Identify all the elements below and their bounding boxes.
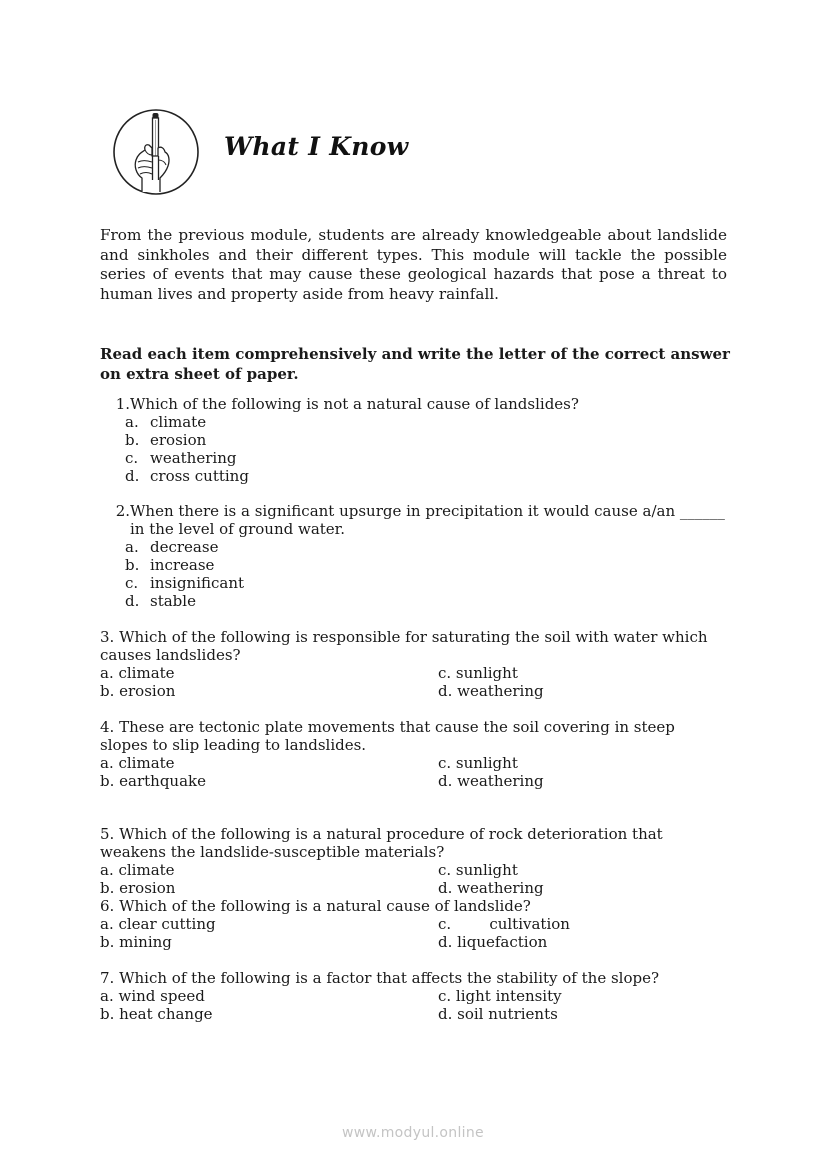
- section-title: What I Know: [224, 131, 409, 161]
- question-number: 1.: [115, 395, 130, 413]
- options-grid: [100, 987, 740, 1023]
- option-c[interactable]: c. weathering: [125, 449, 237, 467]
- watermark: www.modyul.online: [342, 1125, 484, 1141]
- option-d[interactable]: d. liquefaction: [438, 933, 548, 951]
- question-text: 7. Which of the following is a factor that affects the stability of the slope?: [100, 969, 660, 987]
- option-d[interactable]: d. cross cutting: [125, 467, 249, 485]
- option-c[interactable]: c. cultivation: [438, 915, 570, 933]
- question-text: 5. Which of the following is a natural procedure of rock deterioration that weakens the landslide-susceptible materials?: [100, 825, 663, 861]
- options-grid: [100, 915, 740, 951]
- option-a[interactable]: a. climate: [100, 754, 175, 772]
- section-header: [112, 107, 409, 197]
- option-b[interactable]: b. mining: [100, 933, 172, 951]
- options-grid: [100, 664, 725, 700]
- question-7-block: [100, 969, 740, 1023]
- option-a[interactable]: a. wind speed: [100, 987, 205, 1005]
- option-a[interactable]: a. climate: [100, 664, 175, 682]
- question-text: When there is a significant upsurge in precipitation it would cause a/an ______ in the level of ground water.: [130, 502, 725, 538]
- option-c[interactable]: c. sunlight: [438, 754, 518, 772]
- option-c[interactable]: c. sunlight: [438, 664, 518, 682]
- option-b[interactable]: b. heat change: [100, 1005, 213, 1023]
- question-number: 2.: [115, 502, 130, 520]
- question-6-block: [100, 897, 740, 951]
- question-3-block: [100, 628, 725, 700]
- question-text: 4. These are tectonic plate movements that cause the soil covering in steep slopes to slip leading to landslides.: [100, 718, 675, 754]
- option-b[interactable]: b. earthquake: [100, 772, 206, 790]
- question-text: Which of the following is not a natural cause of landslides?: [130, 395, 579, 413]
- option-d[interactable]: d. soil nutrients: [438, 1005, 558, 1023]
- option-d[interactable]: d. weathering: [438, 682, 544, 700]
- option-a[interactable]: a. decrease: [125, 538, 219, 556]
- question-5-block: [100, 825, 725, 897]
- question-1-block: [100, 395, 740, 485]
- options-list: [125, 413, 740, 485]
- instructions: Read each item comprehensively and write the letter of the correct answer on extra sheet of paper.: [100, 345, 730, 383]
- options-grid: [100, 861, 725, 897]
- option-b[interactable]: b. increase: [125, 556, 215, 574]
- question-2-block: [100, 502, 725, 610]
- option-d[interactable]: d. weathering: [438, 879, 544, 897]
- intro-paragraph: From the previous module, students are already knowledgeable about landslide and sinkholes and their different types. This module will tackle the possible series of events that may cause these geological hazards that pose a threat to human lives and property aside from heavy rainfall.: [100, 226, 727, 303]
- question-text: 3. Which of the following is responsible for saturating the soil with water which causes landslides?: [100, 628, 708, 664]
- option-c[interactable]: c. insignificant: [125, 574, 245, 592]
- option-a[interactable]: a. climate: [125, 413, 207, 431]
- options-list: [125, 538, 725, 610]
- option-d[interactable]: d. stable: [125, 592, 196, 610]
- pencil-in-hand-icon: [112, 108, 200, 196]
- option-a[interactable]: a. clear cutting: [100, 915, 216, 933]
- option-b[interactable]: b. erosion: [100, 879, 176, 897]
- option-c[interactable]: c. sunlight: [438, 861, 518, 879]
- question-4-block: [100, 718, 725, 790]
- option-b[interactable]: b. erosion: [125, 431, 207, 449]
- question-text: 6. Which of the following is a natural cause of landslide?: [100, 897, 531, 915]
- option-b[interactable]: b. erosion: [100, 682, 176, 700]
- option-a[interactable]: a. climate: [100, 861, 175, 879]
- options-grid: [100, 754, 725, 790]
- option-c[interactable]: c. light intensity: [438, 987, 562, 1005]
- option-d[interactable]: d. weathering: [438, 772, 544, 790]
